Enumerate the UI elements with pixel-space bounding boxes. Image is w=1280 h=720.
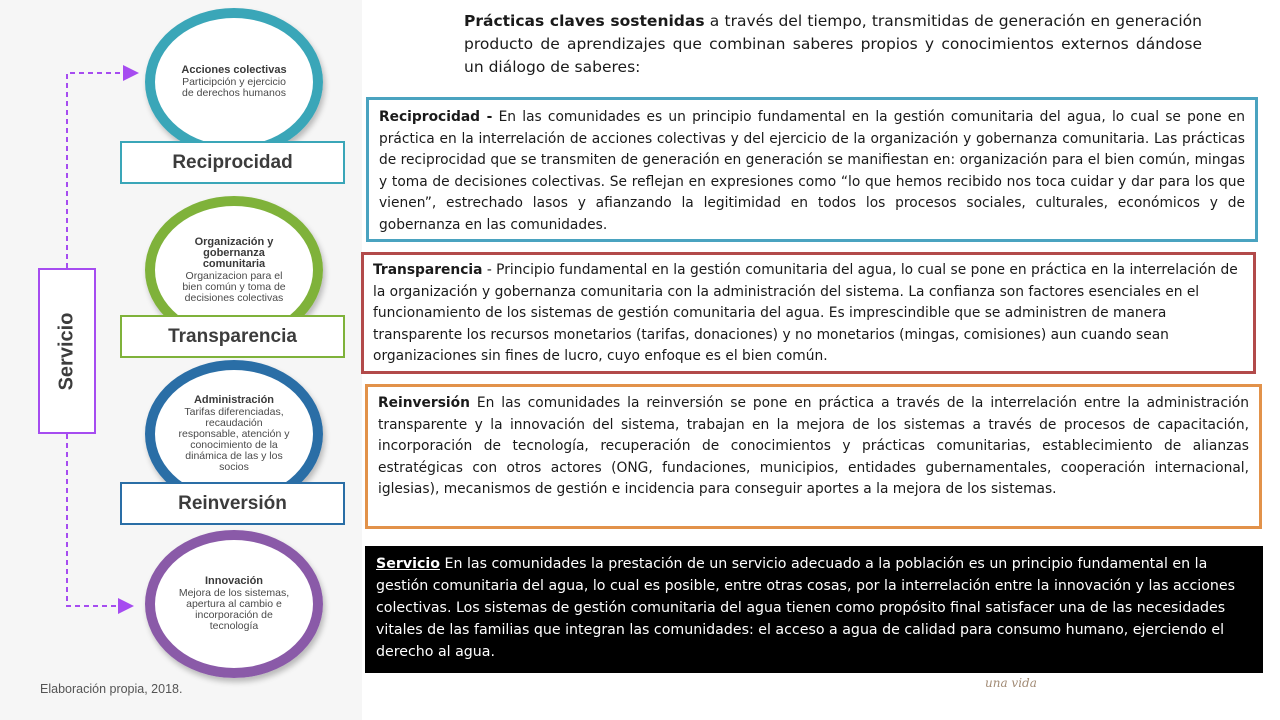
circle-description: Tarifas diferenciadas, recaudación responsable, atención y conocimiento de la dinámica de las y los socios: [178, 406, 290, 473]
intro-paragraph: [464, 10, 1202, 79]
term-reinversion: Reinversión: [378, 395, 470, 411]
credit-caption: Elaboración propia, 2018.: [40, 682, 183, 696]
circle-title: Acciones colectivas: [181, 64, 287, 76]
diagram-panel: [0, 0, 362, 720]
card-servicio: [365, 546, 1263, 673]
text-reinversion: En las comunidades la reinversión se pone en práctica a través de la interrelación entre la administración transparente y la innovación del sistema, trabajan en la mejora de los sistemas a través de procesos de capacitación, incorporación de tecnología, recuperación de conocimientos y prácticas comunitarias, establecimiento de alianzas estratégicas con otros actores (ONG, fundaciones, municipios, entidades gubernamentales, cooperación internacional, iglesias), mecanismos de gestión e incidencia para conseguir aportes a la mejora de los sistemas.: [378, 395, 1249, 497]
term-reciprocidad: Reciprocidad -: [379, 109, 493, 125]
card-reciprocidad: [366, 97, 1258, 242]
intro-bold: Prácticas claves sostenidas: [464, 12, 705, 30]
circle-title: Organización y gobernanza comunitaria: [194, 235, 274, 270]
logo-una-vida: una vida: [985, 676, 1037, 690]
card-reinversion: [365, 384, 1262, 529]
intro-text: a través del tiempo, transmitidas de generación en generación producto de aprendizajes que combinan saberes propios y conocimientos externos dándose un diálogo de saberes:: [464, 12, 1202, 76]
term-transparencia: Transparencia: [373, 262, 483, 278]
text-reciprocidad: En las comunidades es un principio fundamental en la gestión comunitaria del agua, lo cual se pone en práctica en la interrelación de acciones colectivas y del ejercicio de la organización y gobernanza comunitaria. Las prácticas de reciprocidad que se transmiten de generación en generación se manifiestan en: organización para el bien común, mingas y toma de decisiones colectivas. Se reflejan en expresiones como “lo que hemos recibido nos toca cuidar y dar para los que vienen”, estrechado lasos y afianzando la legitimidad en todos los procesos sociales, culturales, económicos y de gobernanza en las comunidades.: [379, 109, 1245, 233]
circle-innovacion: [145, 530, 323, 678]
servicio-label: Servicio: [55, 312, 78, 390]
text-servicio: En las comunidades la prestación de un servicio adecuado a la población es un principio fundamental en la gestión comunitaria del agua, lo cual es posible, entre otras cosas, por la interrelación entre la innovación y las acciones colectivas. Los sistemas de gestión comunitaria del agua tienen como propósito final satisfacer una de las necesidades vitales de las familias que integran las comunidades: el acceso a agua de calidad para consumo humano, ejerciendo el derecho al agua.: [376, 556, 1236, 660]
term-servicio: Servicio: [376, 556, 440, 572]
circle-description: Participción y ejercicio de derechos humanos: [182, 76, 286, 99]
label-reinversion: Reinversión: [120, 482, 345, 525]
label-reciprocidad: Reciprocidad: [120, 141, 345, 184]
servicio-box: [38, 268, 96, 434]
circle-description: Organizacion para el bien común y toma de decisiones colectivas: [182, 269, 286, 304]
circle-title: Innovación: [204, 575, 264, 587]
label-transparencia: Transparencia: [120, 315, 345, 358]
partner-logos: [985, 676, 1255, 720]
text-transparencia: - Principio fundamental en la gestión comunitaria del agua, lo cual se pone en práctica en la interrelación de la organización y gobernanza comunitaria con la administración del sistema. La confianza son factores esenciales en el funcionamiento de los sistemas de gestión comunitaria del agua. Es imprescindible que se administren de manera transparente los recursos monetarios (tarifas, donaciones) y no monetarios (mingas, comisiones) aun cuando sean organizaciones sin fines de lucro, cuyo enfoque es el bien común.: [373, 262, 1238, 364]
circle-acciones-colectivas: [145, 8, 323, 156]
card-transparencia: [361, 252, 1256, 374]
circle-title: Administración: [193, 394, 275, 406]
circle-description: Mejora de los sistemas, apertura al cambio e incorporación de tecnología: [178, 587, 290, 632]
